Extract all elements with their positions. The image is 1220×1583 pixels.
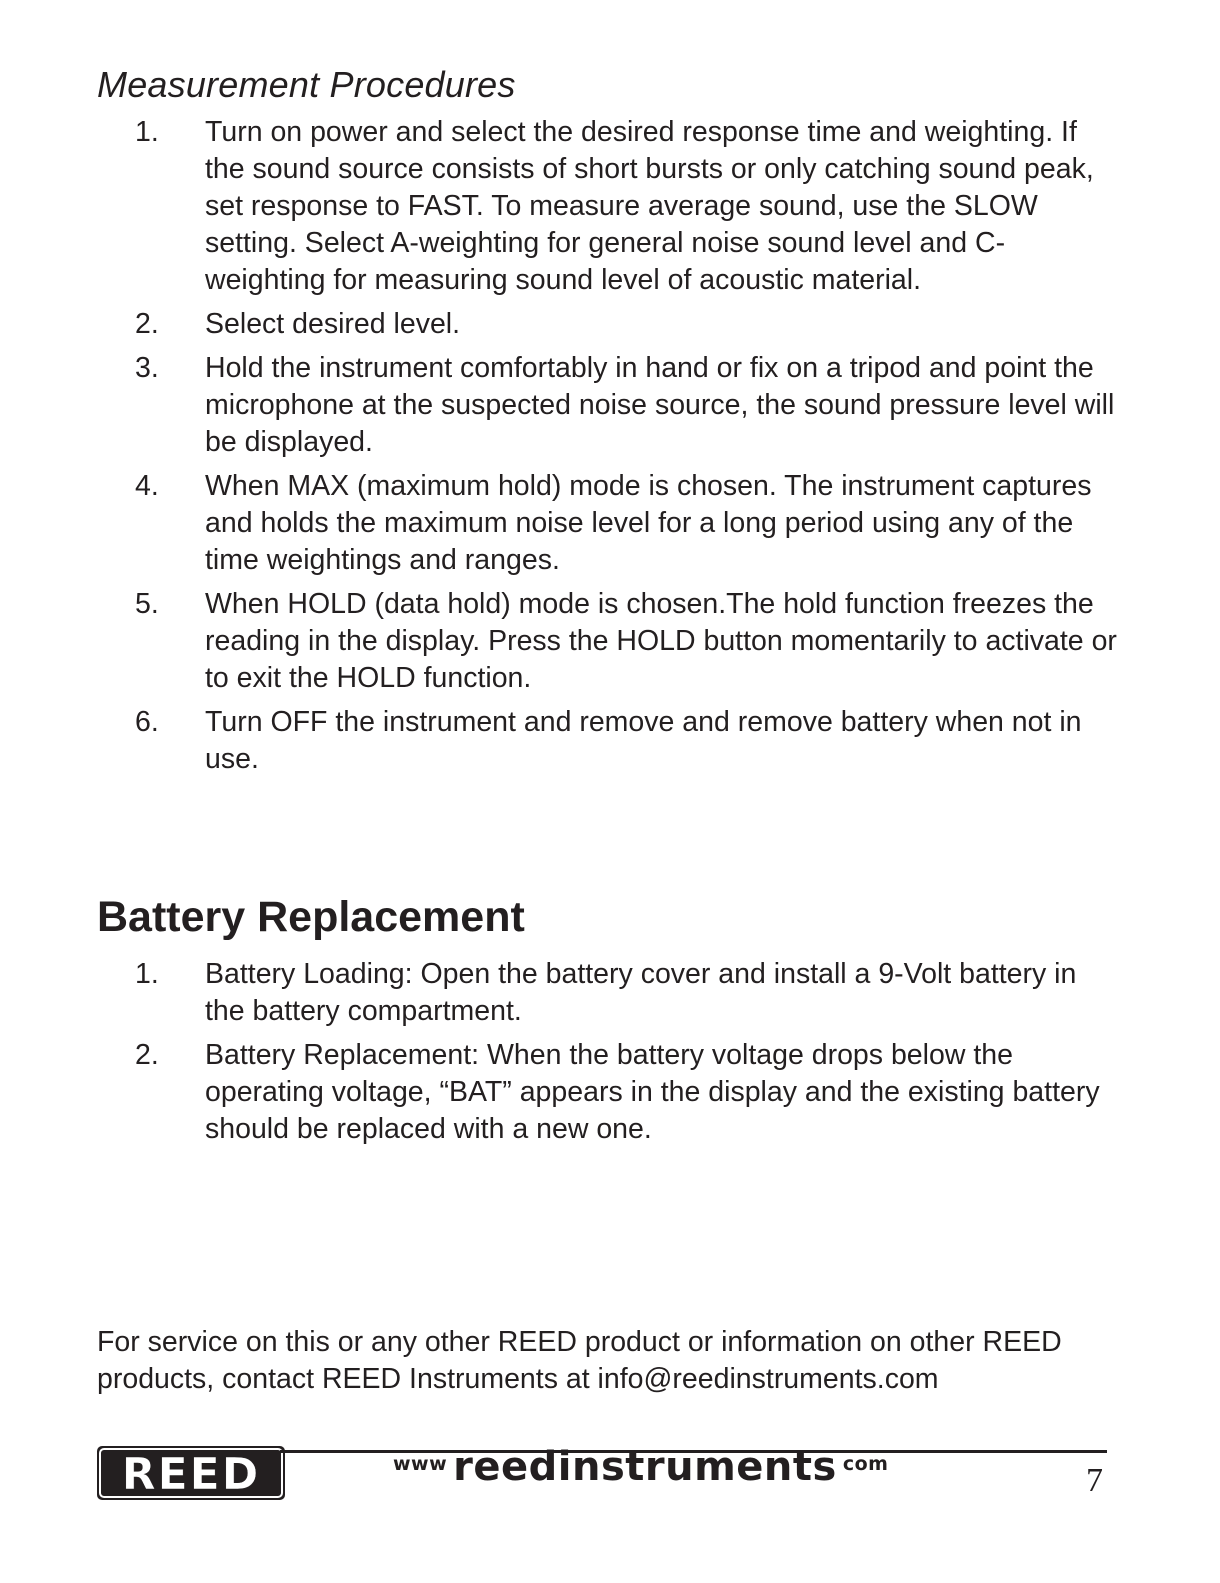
list-item xyxy=(0,468,1220,579)
list-item xyxy=(0,704,1220,778)
list-item xyxy=(0,956,1220,1030)
step-number: 5. xyxy=(135,588,159,620)
step-text: Turn OFF the instrument and remove and remove battery when not in use. xyxy=(205,706,1082,775)
list-item xyxy=(0,1037,1220,1148)
list-item xyxy=(0,586,1220,697)
reed-logo-graphic xyxy=(97,1446,285,1500)
step-text: When HOLD (data hold) mode is chosen.The hold function freezes the reading in the display. Press the HOLD button momentarily to activate or to exit the HOLD function. xyxy=(205,588,1117,694)
measurement-steps-list xyxy=(0,114,1220,785)
service-note: For service on this or any other REED product or information on other REED products, contact REED Instruments at info@reedinstruments.com xyxy=(97,1326,1062,1395)
battery-heading: Battery Replacement xyxy=(97,893,525,941)
step-number: 4. xyxy=(135,470,159,502)
web-prefix: www xyxy=(393,1453,448,1475)
website-label xyxy=(393,1444,888,1490)
battery-steps-list xyxy=(0,956,1220,1155)
list-item xyxy=(0,114,1220,299)
list-item xyxy=(0,306,1220,343)
step-text: Hold the instrument comfortably in hand or fix on a tripod and point the microphone at the suspected noise source, the sound pressure level will be displayed. xyxy=(205,352,1115,458)
page-number: 7 xyxy=(1086,1462,1103,1499)
step-text: Battery Loading: Open the battery cover and install a 9-Volt battery in the battery compartment. xyxy=(205,958,1077,1027)
reed-logo xyxy=(97,1446,285,1500)
list-item xyxy=(0,350,1220,461)
step-number: 1. xyxy=(135,116,159,148)
web-name: reedinstruments xyxy=(453,1444,837,1490)
step-number: 2. xyxy=(135,308,159,340)
measurement-heading: Measurement Procedures xyxy=(97,64,516,105)
step-text: When MAX (maximum hold) mode is chosen. The instrument captures and holds the maximum noise level for a long period using any of the time weightings and ranges. xyxy=(205,470,1092,576)
logo-text: REED xyxy=(121,1449,261,1500)
step-text: Turn on power and select the desired response time and weighting. If the sound source consists of short bursts or only catching sound peak, set response to FAST. To measure average sound, use the SLOW setting. Select A-weighting for general noise sound level and C-weighting for measuring sound level of acoustic material. xyxy=(205,116,1094,296)
step-number: 3. xyxy=(135,352,159,384)
step-number: 1. xyxy=(135,958,159,990)
step-number: 2. xyxy=(135,1039,159,1071)
step-number: 6. xyxy=(135,706,159,738)
step-text: Battery Replacement: When the battery voltage drops below the operating voltage, “BAT” appears in the display and the existing battery should be replaced with a new one. xyxy=(205,1039,1100,1145)
step-text: Select desired level. xyxy=(205,308,461,340)
web-suffix: com xyxy=(842,1453,889,1475)
